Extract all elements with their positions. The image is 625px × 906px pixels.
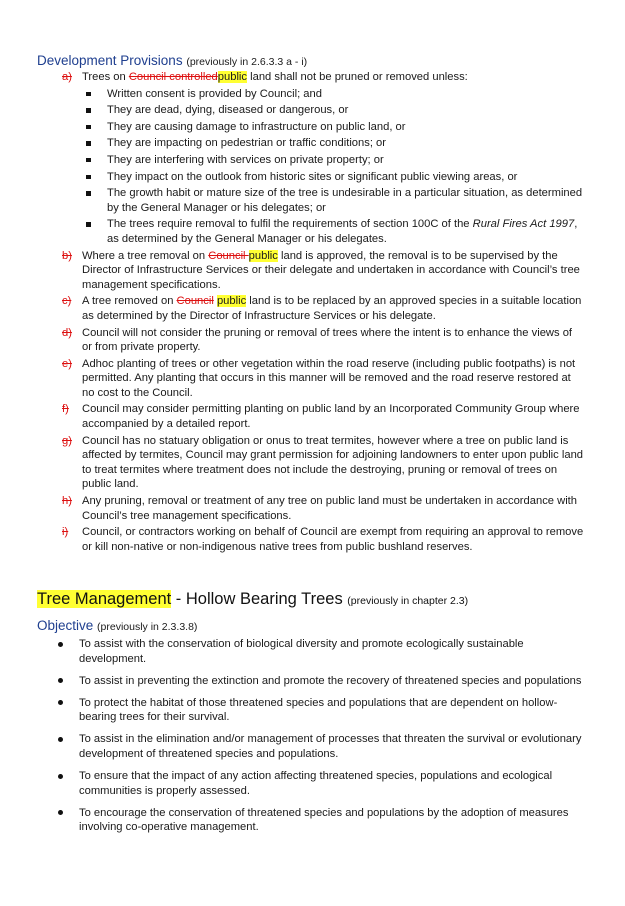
bullet-icon [58, 700, 63, 705]
inserted-text: public [217, 71, 248, 83]
section-title: Development Provisions [37, 53, 183, 68]
bullet-icon [58, 774, 63, 779]
provisions-list [0, 70, 585, 556]
condition-item: The growth habit or mature size of the tree is undesirable in a particular situation, as determined by the General Manager or his delegates; or [82, 186, 585, 215]
item-marker: e) [62, 357, 72, 370]
item-marker: a) [62, 71, 72, 83]
bullet-icon [58, 678, 63, 683]
objective-item: To ensure that the impact of any action affecting threatened species, populations and ecological communities is properly assessed. [0, 769, 585, 798]
provision-item-h: h) Any pruning, removal or treatment of any tree on public land must be undertaken in accordance with Council’s tree management specifications. [62, 495, 578, 522]
deleted-text: Council [176, 295, 214, 308]
square-bullet-icon [86, 92, 91, 97]
item-marker: f) [62, 403, 69, 416]
item-marker: b) [62, 249, 72, 262]
deleted-text: Council controlled [128, 71, 218, 83]
item-marker: d) [62, 326, 72, 339]
condition-item: They are causing damage to infrastructure on public land, or [82, 120, 585, 135]
objective-item: To protect the habitat of those threatened species and populations that are dependent on hollow-bearing trees for their survival. [0, 696, 585, 725]
objective-item: To assist in the elimination and/or management of processes that threaten the survival or evolutionary development of threatened species and populations. [0, 732, 585, 761]
provision-item-g: g) Council has no statuary obligation or onus to treat termites, however where a tree on public land is affected by termites, Council may grant permission for adjoining landowners to enter upon public land to treat termites where treatment does not include the destroying, pruning or removal of trees on public land. [62, 434, 584, 491]
bullet-icon [58, 737, 63, 742]
condition-item: They are impacting on pedestrian or traffic conditions; or [82, 136, 585, 151]
provision-item-f: f) Council may consider permitting planting on public land by an Incorporated Community Group where accompanied by a detailed report. [62, 403, 580, 431]
section-heading-development-provisions [37, 52, 597, 71]
objective-item: To assist with the conservation of biological diversity and promote ecologically sustainable development. [0, 637, 585, 666]
condition-item: They are dead, dying, diseased or dangerous, or [82, 103, 585, 118]
condition-item: They are interfering with services on private property; or [82, 153, 585, 168]
square-bullet-icon [86, 108, 91, 113]
provision-item-c: c) A tree removed on Council public land is to be replaced by an approved species in a suitable location as determined by the Director of Infrastructure Services or his delegate. [62, 295, 582, 322]
inserted-text: public [248, 249, 278, 262]
objective-list [0, 637, 585, 843]
square-bullet-icon [86, 125, 91, 130]
inserted-text: public [216, 295, 247, 308]
section-title-highlight: Tree Management [37, 590, 172, 608]
previous-reference-note: (previously in chapter 2.3) [347, 595, 469, 607]
deleted-text: Council [208, 249, 249, 262]
conditions-list [82, 87, 585, 247]
item-marker: h) [62, 495, 72, 508]
provision-item-i: i) Council, or contractors working on behalf of Council are exempt from requiring an approval to remove or kill non-native or non-indigenous native trees from public bushland reserves. [62, 526, 584, 553]
section-title-rest: - Hollow Bearing Trees [171, 590, 348, 608]
square-bullet-icon [86, 222, 91, 227]
bullet-icon [58, 810, 63, 815]
previous-reference-note: (previously in 2.3.3.8) [97, 621, 198, 633]
provision-item-e: e) Adhoc planting of trees or other vegetation within the road reserve (including public footpaths) is not permitted. Any planting that occurs in this manner will be removed and the road reserve restored at no cost to the Council. [62, 357, 576, 399]
objective-heading [37, 617, 597, 636]
provision-item-a: a) Trees on Council controlledpublic land shall not be pruned or removed unless: Written consent is provided by Council; and They are dead, dying, diseased or dangerous, or They are causing damage to infrastructure on public land, or They are impacting on pedestrian or traffic conditions; or They are interfering with services on private property; or They impact on the outlook from historic sites or significant public viewing areas, or The growth habit or mature size of the tree is undesirable in a particular situation, as determined by the General Manager or his delegates; or The trees require removal to fulfil the requirements of section 100C of the Rural Fires Act 1997, as determined by the General Manager or his delegates. [0, 70, 585, 247]
objective-item: To encourage the conservation of threatened species and populations by the adoption of measures involving co-operative management. [0, 806, 585, 835]
item-marker: g) [62, 434, 72, 447]
square-bullet-icon [86, 158, 91, 163]
provision-item-b: b) Where a tree removal on Council public land is approved, the removal is to be supervised by the Director of Infrastructure Services or their delegate and undertaken in accordance with Council’s tree management specifications. [62, 249, 580, 291]
section-heading-hollow-bearing-trees [37, 589, 597, 611]
provision-item-d: d) Council will not consider the pruning or removal of trees where the intent is to enhance the views of or from private property. [62, 326, 573, 354]
item-marker: i) [62, 526, 69, 539]
objective-item: To assist in preventing the extinction and promote the recovery of threatened species and populations [0, 674, 585, 689]
item-marker: c) [62, 295, 72, 308]
square-bullet-icon [86, 141, 91, 146]
condition-item: They impact on the outlook from historic sites or significant public viewing areas, or [82, 170, 585, 185]
condition-item: The trees require removal to fulfil the requirements of section 100C of the Rural Fires Act 1997, as determined by the General Manager or his delegates. [82, 217, 585, 246]
square-bullet-icon [86, 175, 91, 180]
bullet-icon [58, 642, 63, 647]
act-title: Rural Fires Act 1997 [472, 218, 575, 231]
condition-item: Written consent is provided by Council; and [82, 87, 585, 102]
objective-title: Objective [37, 618, 98, 633]
previous-reference-note: (previously in 2.6.3.3 a - i) [186, 56, 308, 68]
square-bullet-icon [86, 191, 91, 196]
